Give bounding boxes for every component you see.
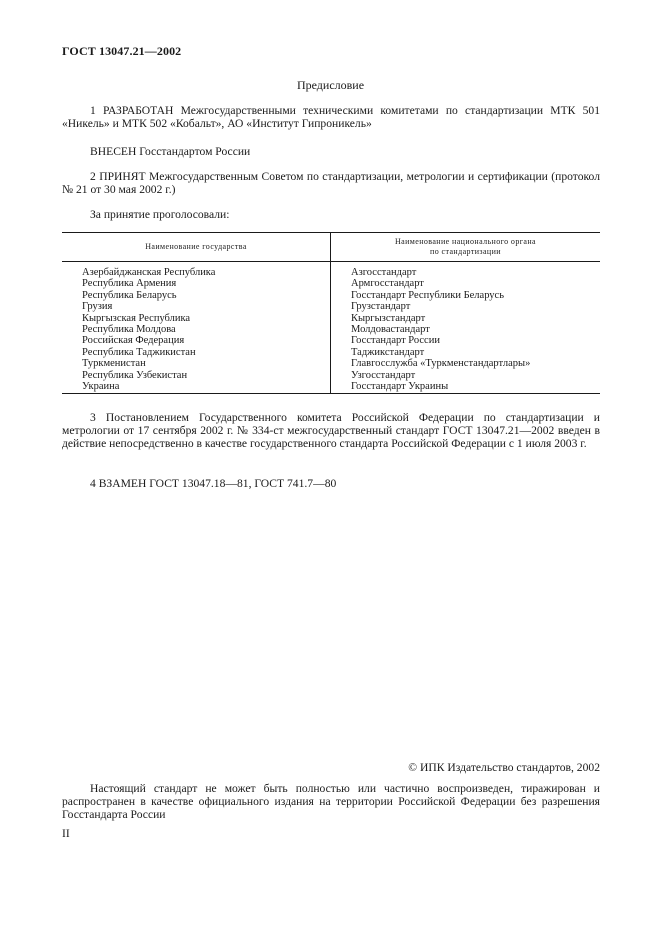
paragraph-developed-by: 1 РАЗРАБОТАН Межгосударственными техническими комитетами по стандартизации МТК 501 «Никель» и МТК 502 «Кобальт», АО «Институт Гипроникель» — [62, 104, 600, 130]
paragraph-replaces: 4 ВЗАМЕН ГОСТ 13047.18—81, ГОСТ 741.7—80 — [90, 477, 337, 490]
cell-national-body: Азгосстандарт — [351, 267, 417, 278]
cell-state: Республика Таджикистан — [62, 347, 331, 358]
paragraph-adopted-by: 2 ПРИНЯТ Межгосударственным Советом по стандартизации, метрологии и сертификации (протокол № 21 от 30 мая 2002 г.) — [62, 170, 600, 196]
table-row — [62, 335, 600, 346]
cell-state: Республика Армения — [62, 278, 331, 289]
cell-national-body: Госстандарт России — [351, 335, 440, 347]
cell-national-body: Армгосстандарт — [351, 278, 424, 290]
cell-state: Туркменистан — [62, 358, 331, 369]
table-body — [62, 262, 600, 394]
cell-state: Азербайджанская Республика — [62, 262, 331, 279]
table-header-row — [62, 233, 600, 262]
table-row — [62, 381, 600, 394]
table-row — [62, 290, 600, 301]
cell-national-body: Главгосслужба «Туркменстандартлары» — [351, 358, 531, 370]
cell-national-body: Грузстандарт — [351, 301, 411, 313]
table-row — [62, 278, 600, 289]
table-row — [62, 313, 600, 324]
section-title: Предисловие — [296, 78, 365, 92]
cell-national-body: Молдовастандарт — [351, 324, 430, 336]
cell-state: Грузия — [62, 301, 331, 312]
page-number: II — [62, 827, 70, 840]
column-header-national-body-line1: Наименование национального органа — [394, 237, 536, 246]
paragraph-reproduction-notice: Настоящий стандарт не может быть полностью или частично воспроизведен, тиражирован и распространен в качестве официального издания на территории Российской Федерации без разрешения Госстандарта России — [62, 782, 600, 821]
copyright-notice: © ИПК Издательство стандартов, 2002 — [408, 761, 600, 774]
paragraph-voted-for: За принятие проголосовали: — [90, 208, 230, 221]
column-header-national-body — [331, 233, 601, 262]
cell-national-body: Госстандарт Украины — [331, 381, 601, 394]
cell-state: Республика Молдова — [62, 324, 331, 335]
column-header-state: Наименование государства — [62, 233, 331, 262]
table-row — [62, 358, 600, 369]
cell-state: Республика Узбекистан — [62, 370, 331, 381]
column-header-national-body-line2: по стандартизации — [430, 247, 501, 256]
table-row — [62, 347, 600, 358]
cell-national-body: Госстандарт Республики Беларусь — [351, 289, 505, 301]
cell-state: Российская Федерация — [62, 335, 331, 346]
table-row — [62, 301, 600, 312]
cell-state: Украина — [62, 381, 331, 394]
cell-state: Республика Беларусь — [62, 290, 331, 301]
cell-national-body: Узгосстандарт — [351, 369, 416, 381]
cell-national-body: Кыргызстандарт — [351, 312, 426, 324]
table-row — [62, 262, 600, 279]
table-row — [62, 370, 600, 381]
cell-state: Кыргызская Республика — [62, 313, 331, 324]
paragraph-introduced-by: ВНЕСЕН Госстандартом России — [90, 145, 251, 158]
paragraph-resolution: 3 Постановлением Государственного комитета Российской Федерации по стандартизации и метрологии от 17 сентября 2002 г. № 334-ст межгосударственный стандарт ГОСТ 13047.21—2002 введен в действие непосредственно в качестве государственного стандарта Российской Федерации с 1 июля 2003 г. — [62, 411, 600, 450]
table-row — [62, 324, 600, 335]
voting-states-table — [62, 232, 600, 394]
standard-designation: ГОСТ 13047.21—2002 — [62, 44, 182, 58]
cell-national-body: Таджикстандарт — [351, 346, 425, 358]
